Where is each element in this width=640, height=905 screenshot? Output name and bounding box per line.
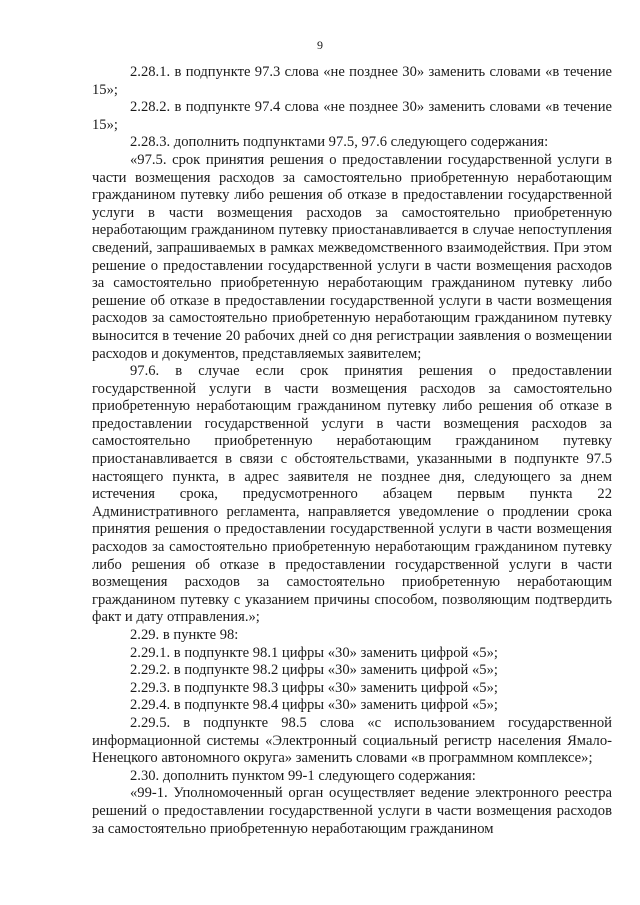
paragraph-97-5: «97.5. срок принятия решения о предоставлении государственной услуги в части возмещения расходов за самостоятельно приобретенную неработающим гражданином путевку либо решения об отказе в предоставлении государственной услуги в части возмещения расходов за самостоятельно приобретенную неработающим гражданином путевку приостанавливается в случае непоступления сведений, запрашиваемых в рамках межведомственного взаимодействия. При этом решение о предоставлении государственной услуги в части возмещения расходов за самостоятельно приобретенную неработающим гражданином путевку либо решение об отказе в предоставлении государственной услуги в части возмещения расходов за самостоятельно приобретенную неработающим гражданином путевку выносится в течение 20 рабочих дней со дня регистрации заявления о возмещении расходов и документов, представляемых заявителем; [92,151,612,362]
paragraph-2-30: 2.30. дополнить пунктом 99-1 следующего содержания: [130,767,476,784]
paragraph-2-29-1: 2.29.1. в подпункте 98.1 цифры «30» заменить цифрой «5»; [130,644,498,661]
paragraph-99-1: «99-1. Уполномоченный орган осуществляет ведение электронного реестра решений о предоставлении государственной услуги в части возмещения расходов за самостоятельно приобретенную неработающим гражданином [92,785,612,837]
page-number: 9 [317,38,323,52]
paragraph-2-29-4: 2.29.4. в подпункте 98.4 цифры «30» заменить цифрой «5»; [130,697,498,714]
paragraph-2-28-2: 2.28.2. в подпункте 97.4 слова «не позднее 30» заменить словами «в течение 15»; [92,99,612,133]
paragraph-97-6: 97.6. в случае если срок принятия решения о предоставлении государственной услуги в части возмещения расходов за самостоятельно приобретенную неработающим гражданином путевку либо решения об отказе в предоставлении государственной услуги в части возмещения расходов за самостоятельно приобретенную неработающим гражданином путевку приостанавливается в связи с обстоятельствами, указанными в подпункте 97.5 настоящего пункта, в адрес заявителя не позднее дня, следующего за днем истечения срока, предусмотренного абзацем первым пункта 22 Административного регламента, направляется уведомление о продлении срока принятия решения о предоставлении государственной услуги в части возмещения расходов за самостоятельно приобретенную неработающим гражданином путевку либо решения об отказе в предоставлении государственной услуги в части возмещения расходов за самостоятельно приобретенную неработающим гражданином путевку с указанием причины способом, позволяющим подтвердить факт и дату отправления.»; [92,363,612,626]
paragraph-2-28-1: 2.28.1. в подпункте 97.3 слова «не позднее 30» заменить словами «в течение 15»; [92,64,612,98]
paragraph-2-29-5: 2.29.5. в подпункте 98.5 слова «с использованием государственной информационной системы «Электронный социальный регистр населения Ямало-Ненецкого автономного округа» заменить словами «в программном комплексе»; [92,714,612,767]
paragraph-2-29: 2.29. в пункте 98: [130,627,239,643]
paragraph-2-29-2: 2.29.2. в подпункте 98.2 цифры «30» заменить цифрой «5»; [130,662,498,679]
paragraph-2-28-3: 2.28.3. дополнить подпунктами 97.5, 97.6 следующего содержания: [130,134,549,151]
paragraph-2-29-3: 2.29.3. в подпункте 98.3 цифры «30» заменить цифрой «5»; [130,679,498,696]
document-body [92,64,612,838]
